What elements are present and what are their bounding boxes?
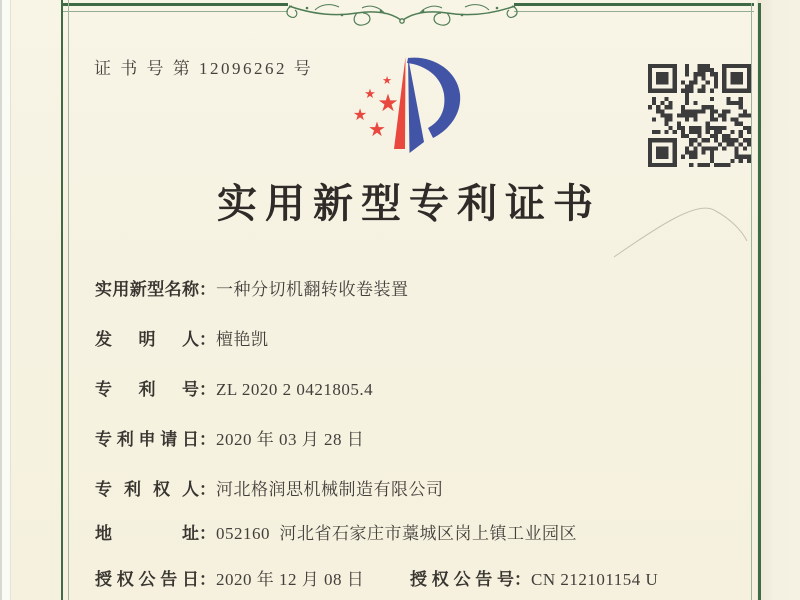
grant-number-value: CN 212101154 U bbox=[531, 570, 659, 589]
logo-star-icon: ★ bbox=[382, 74, 392, 87]
frame-left-border bbox=[61, 0, 69, 600]
frame-right-border bbox=[751, 3, 761, 600]
grant-date-label: 授权公告日 bbox=[95, 570, 199, 589]
field-value: 2020 年 03 月 28 日 bbox=[216, 430, 365, 449]
field-colon: ： bbox=[514, 570, 531, 589]
frame-top-border-left bbox=[62, 3, 288, 12]
logo-star-icon: ★ bbox=[368, 117, 386, 141]
field-label: 专利申请日 bbox=[95, 430, 199, 449]
field-row-patent-number bbox=[95, 379, 373, 401]
grant-number-label: 授权公告号 bbox=[410, 570, 514, 589]
field-row-patentee bbox=[95, 479, 444, 501]
field-colon: ： bbox=[199, 480, 216, 499]
right-margin-zone bbox=[757, 0, 800, 600]
logo-star-icon: ★ bbox=[364, 87, 376, 102]
field-label: 专利号 bbox=[95, 380, 199, 399]
field-label: 发明人 bbox=[95, 330, 199, 349]
field-value: 一种分切机翻转收卷装置 bbox=[216, 280, 409, 299]
field-label: 专利权人 bbox=[95, 480, 199, 499]
certificate-title: 实用新型专利证书 bbox=[217, 181, 601, 226]
field-row-grant bbox=[95, 569, 659, 591]
cnipa-logo-icon bbox=[335, 50, 465, 185]
scan-edge-strip bbox=[0, 0, 11, 600]
logo-star-icon: ★ bbox=[352, 105, 368, 124]
qr-code bbox=[648, 64, 751, 167]
field-value: 052160 河北省石家庄市藁城区岗上镇工业园区 bbox=[216, 524, 577, 543]
certificate-number: 证 书 号 第 12096262 号 bbox=[94, 59, 314, 78]
logo-blue-wedge bbox=[408, 57, 424, 153]
field-label: 实用新型名称 bbox=[95, 280, 199, 299]
field-value: 檀艳凯 bbox=[216, 330, 269, 349]
field-label: 地址 bbox=[95, 524, 199, 543]
scrollwork-ornament-icon bbox=[285, 0, 519, 28]
field-colon: ： bbox=[199, 330, 216, 349]
grant-date-group bbox=[95, 570, 364, 589]
field-row-address bbox=[95, 523, 577, 545]
field-row-inventor bbox=[95, 329, 269, 351]
grant-date-value: 2020 年 12 月 08 日 bbox=[216, 570, 365, 589]
frame-top-border-right bbox=[514, 3, 754, 12]
field-value: 河北格润思机械制造有限公司 bbox=[216, 480, 444, 499]
grant-number-group bbox=[410, 569, 658, 591]
field-colon: ： bbox=[199, 380, 216, 399]
field-colon: ： bbox=[199, 430, 216, 449]
field-colon: ： bbox=[199, 570, 216, 589]
field-colon: ： bbox=[199, 524, 216, 543]
logo-star-icon: ★ bbox=[377, 89, 399, 117]
field-value: ZL 2020 2 0421805.4 bbox=[216, 380, 374, 399]
field-row-utility-model-name bbox=[95, 279, 409, 301]
field-row-filing-date bbox=[95, 429, 364, 451]
field-colon: ： bbox=[199, 280, 216, 299]
